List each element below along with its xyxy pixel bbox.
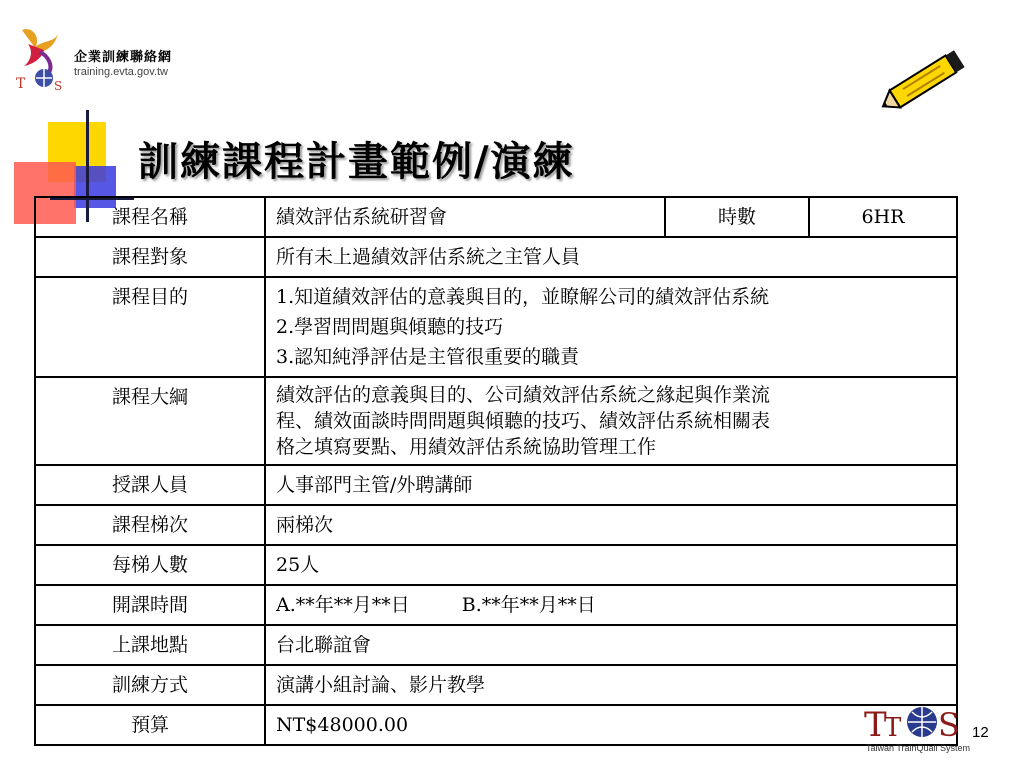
outline-line: 程、績效面談時問問題與傾聽的技巧、績效評估系統相關表	[276, 410, 771, 432]
ttqs-figure-icon	[14, 22, 70, 94]
schedule-b: B.**年**月**日	[461, 594, 596, 616]
course-name-label: 課程名稱	[35, 197, 265, 237]
table-row	[35, 625, 957, 665]
objectives-value	[265, 277, 957, 377]
objective-item: 3.認知純淨評估是主管很重要的職責	[276, 346, 580, 368]
table-row	[35, 505, 957, 545]
table-row	[35, 545, 957, 585]
logo-url: training.evta.gov.tw	[74, 66, 168, 78]
per-session-value: 25人	[265, 545, 957, 585]
table-row	[35, 237, 957, 277]
pencil-icon	[872, 44, 972, 120]
method-label: 訓練方式	[35, 665, 265, 705]
page-title: 訓練課程計畫範例/演練	[138, 138, 575, 185]
table-row	[35, 665, 957, 705]
table-row	[35, 277, 957, 377]
instructor-value: 人事部門主管/外聘講師	[265, 465, 957, 505]
svg-text:S: S	[54, 79, 63, 93]
audience-value: 所有未上過績效評估系統之主管人員	[265, 237, 957, 277]
svg-text:T: T	[864, 705, 887, 745]
svg-text:S: S	[938, 706, 960, 744]
location-value: 台北聯誼會	[265, 625, 957, 665]
table-row	[35, 465, 957, 505]
logo-name: 企業訓練聯絡網	[74, 50, 173, 65]
svg-text:T: T	[16, 76, 26, 92]
outline-line: 績效評估的意義與目的、公司績效評估系統之緣起與作業流	[276, 384, 771, 406]
table-row	[35, 585, 957, 625]
instructor-label: 授課人員	[35, 465, 265, 505]
hours-value: 6HR	[809, 197, 957, 237]
objectives-label: 課程目的	[35, 277, 265, 377]
svg-text:T: T	[884, 713, 902, 743]
evta-logo	[14, 22, 174, 96]
table-row	[35, 197, 957, 237]
table-row	[35, 377, 957, 465]
course-plan-table	[34, 196, 958, 746]
ttqs-caption: Taiwan TrainQuali System	[866, 743, 971, 753]
method-value: 演講小組討論、影片教學	[265, 665, 957, 705]
location-label: 上課地點	[35, 625, 265, 665]
course-name-value: 績效評估系統研習會	[265, 197, 665, 237]
objective-item: 1.知道績效評估的意義與目的，並瞭解公司的績效評估系統	[276, 286, 770, 308]
outline-line: 格之填寫要點、用績效評估系統協助管理工作	[276, 436, 657, 458]
outline-value	[265, 377, 957, 465]
sessions-label: 課程梯次	[35, 505, 265, 545]
outline-label: 課程大綱	[35, 377, 265, 465]
per-session-label: 每梯人數	[35, 545, 265, 585]
objective-item: 2.學習問問題與傾聽的技巧	[276, 316, 504, 338]
schedule-value	[265, 585, 957, 625]
budget-label: 預算	[35, 705, 265, 745]
audience-label: 課程對象	[35, 237, 265, 277]
sessions-value: 兩梯次	[265, 505, 957, 545]
page-number: 12	[972, 724, 989, 741]
schedule-label: 開課時間	[35, 585, 265, 625]
table-row	[35, 705, 957, 745]
hours-label: 時數	[665, 197, 809, 237]
budget-value: NT$48000.00	[265, 705, 957, 745]
schedule-a: A.**年**月**日	[276, 594, 410, 616]
